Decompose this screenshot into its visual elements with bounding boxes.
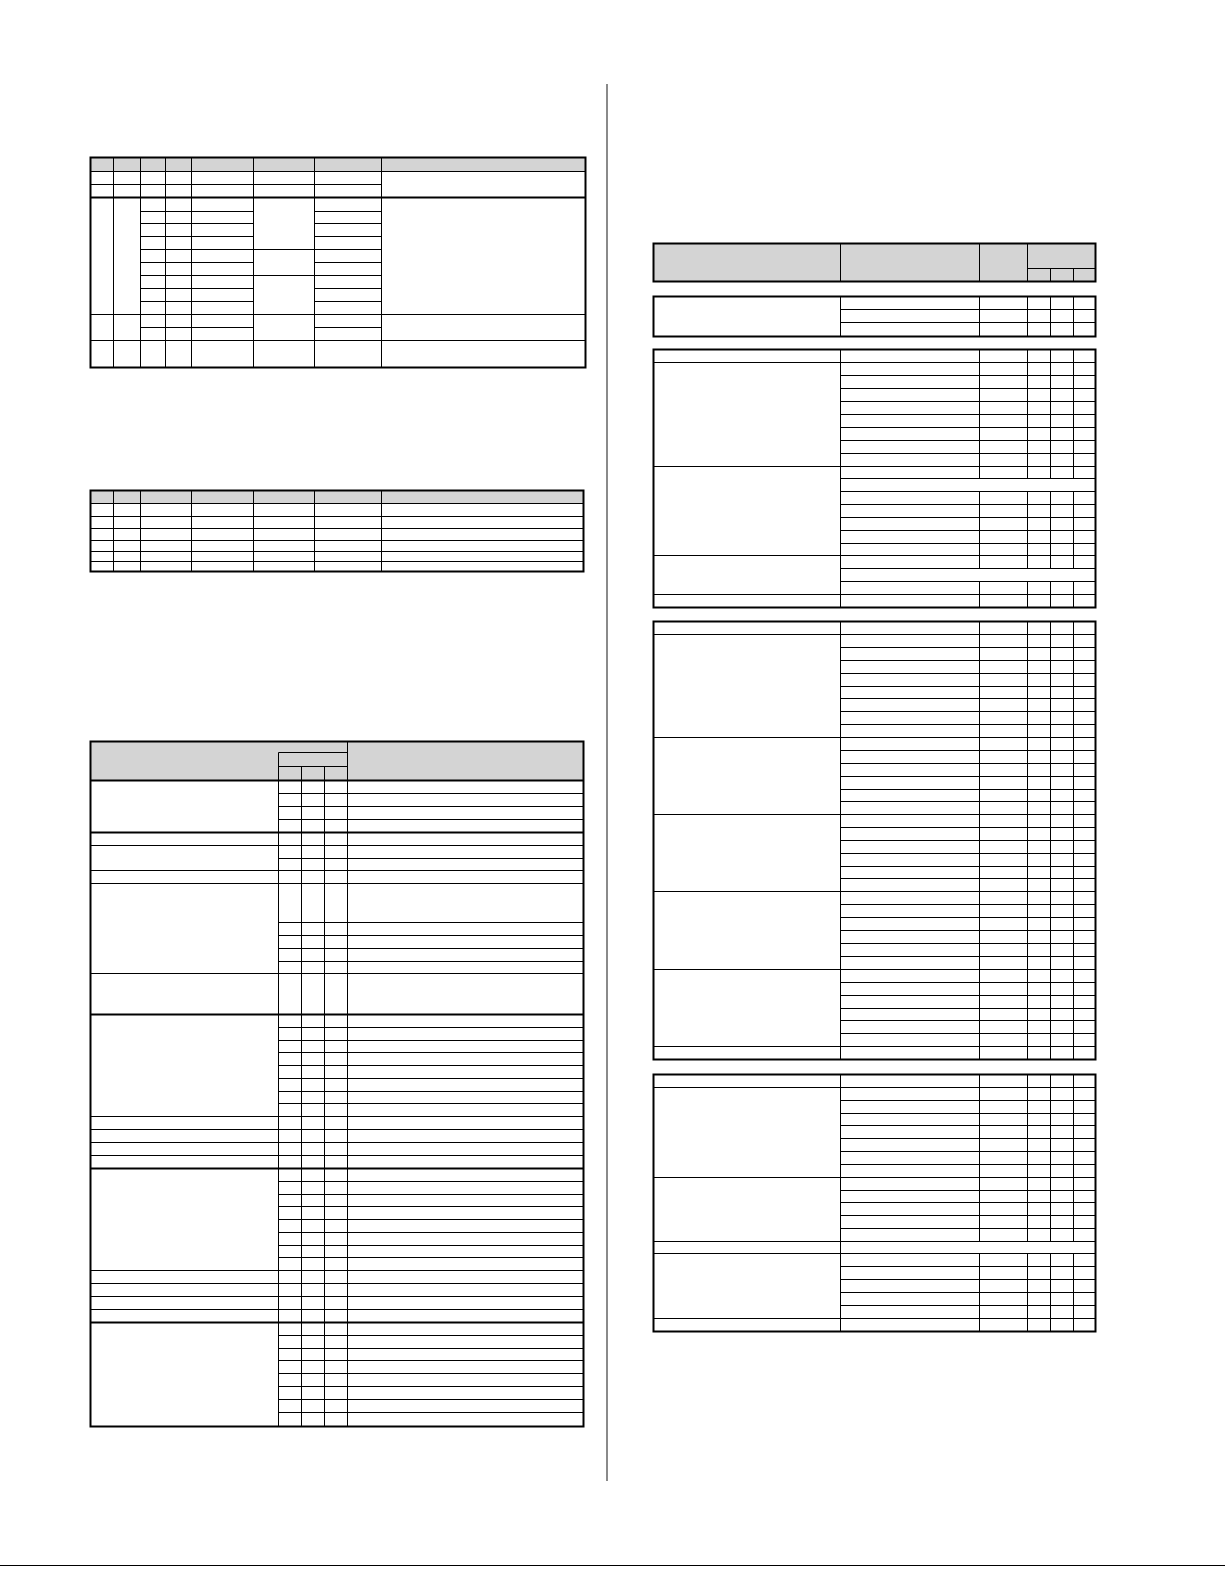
header-cell [382,158,586,172]
header-cell [192,491,254,504]
header-cell [841,244,980,282]
header-fill [91,742,584,781]
header-cell [166,158,192,172]
header-cell [1028,269,1051,282]
header-cell [141,158,166,172]
right-table-header [654,244,1096,282]
header-cell [1028,244,1096,269]
header-cell [315,158,382,172]
header-cell [254,158,315,172]
header-cell [114,491,141,504]
header-cell [114,158,141,172]
header-cell [1051,269,1074,282]
header-cell [654,244,841,282]
header-cell [382,491,584,504]
header-cell [254,491,315,504]
header-cell [192,158,254,172]
header-cell [1074,269,1096,282]
header-cell [315,491,382,504]
header-cell [980,244,1028,282]
header-cell [141,491,192,504]
header-cell [91,158,114,172]
header-cell [91,491,114,504]
